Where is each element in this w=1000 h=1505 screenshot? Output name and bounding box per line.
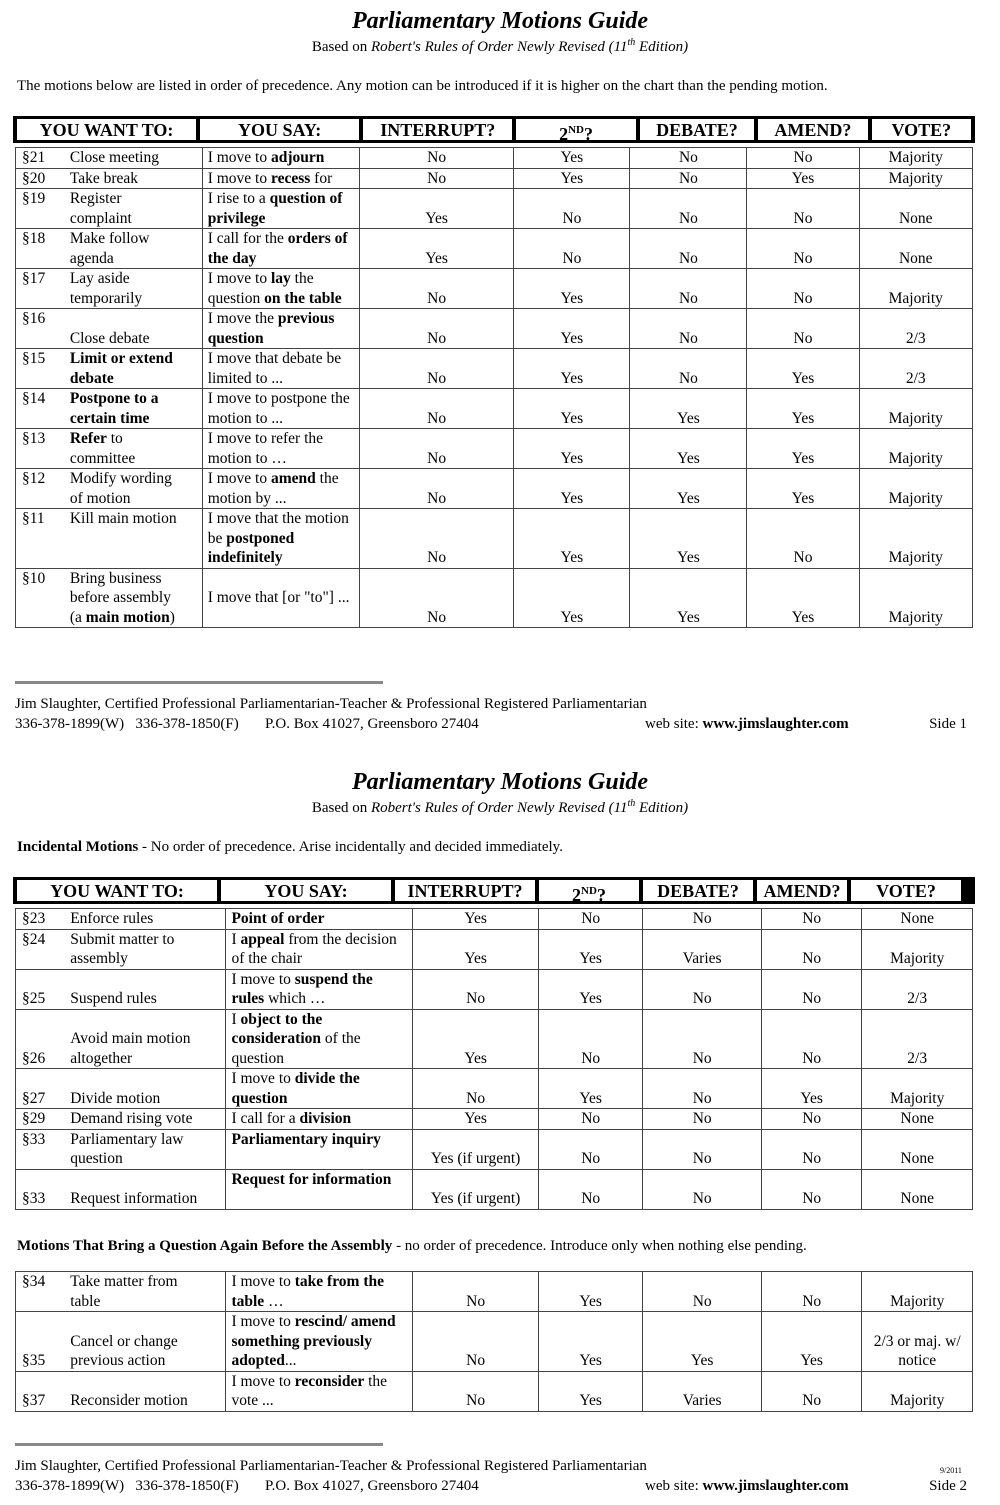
debate-cell: No: [643, 1069, 762, 1109]
table-row: [16, 349, 973, 389]
debate-cell: Yes: [643, 1312, 762, 1372]
amend-cell: No: [747, 269, 859, 309]
second-cell: No: [538, 1129, 642, 1169]
page-subtitle: [0, 34, 1000, 56]
interrupt-cell: Yes: [413, 929, 539, 969]
second-cell: Yes: [538, 1069, 642, 1109]
page-subtitle-2: Based on Robert's Rules of Order Newly Revised (11th Edition): [311, 798, 689, 816]
vote-cell: 2/3: [862, 1009, 973, 1069]
amend-cell: No: [747, 189, 859, 229]
header-you-want-to: YOU WANT TO:: [17, 119, 196, 140]
side-label-2: Side 2: [929, 1478, 967, 1494]
debate-cell: No: [643, 1272, 762, 1312]
debate-cell: No: [630, 229, 747, 269]
second-cell: Yes: [514, 568, 630, 628]
bring-back-heading: Motions That Bring a Question Again Before the Assembly - no order of precedence. Introduce only when nothing else pending.: [17, 1238, 807, 1254]
debate-cell: Varies: [643, 1371, 762, 1411]
table-row: [16, 909, 973, 930]
debate-cell: No: [630, 349, 747, 389]
interrupt-cell: Yes: [359, 189, 514, 229]
say-cell: I move to amend the motion by ...: [202, 469, 359, 509]
second-cell: Yes: [514, 509, 630, 569]
interrupt-cell: No: [413, 1069, 539, 1109]
want-cell: Avoid main motion altogether: [65, 1009, 226, 1069]
say-cell: I move that [or "to"] ...: [202, 568, 359, 628]
table-row: [16, 269, 973, 309]
say-cell: Request for information: [226, 1169, 413, 1209]
section-number: §20: [16, 168, 65, 189]
section-number: §13: [16, 429, 65, 469]
section-number: §23: [16, 909, 66, 930]
amend-cell: Yes: [747, 349, 859, 389]
table-row: [16, 168, 973, 189]
interrupt-cell: No: [413, 1312, 539, 1372]
vote-cell: None: [862, 1169, 973, 1209]
vote-cell: Majority: [859, 269, 972, 309]
amend-cell: No: [761, 1371, 861, 1411]
table-header-1: [13, 116, 975, 143]
footer-credit-2: Jim Slaughter, Certified Professional Parliamentarian-Teacher & Professional Registered Parliamentarian: [15, 1458, 647, 1474]
debate-cell: Yes: [630, 389, 747, 429]
subtitle-end: Edition): [635, 39, 689, 55]
amend-cell: No: [761, 1109, 861, 1130]
second-cell: Yes: [538, 1312, 642, 1372]
header-you-want-to: YOU WANT TO:: [17, 880, 217, 901]
footer-rule-2: [15, 1443, 383, 1446]
footer-web: web site: www.jimslaughter.com: [645, 716, 849, 732]
side-2: [0, 769, 1000, 817]
amend-cell: Yes: [747, 389, 859, 429]
table-row: [16, 1129, 973, 1169]
want-cell: Register complaint: [65, 189, 202, 229]
section-number: §34: [16, 1272, 66, 1312]
want-cell: Bring business before assembly (a main motion): [65, 568, 202, 628]
interrupt-cell: No: [359, 309, 514, 349]
table-row: [16, 969, 973, 1009]
second-cell: Yes: [538, 969, 642, 1009]
interrupt-cell: Yes (if urgent): [413, 1129, 539, 1169]
debate-cell: No: [643, 909, 762, 930]
debate-cell: Varies: [643, 929, 762, 969]
header-you-say: YOU SAY:: [221, 880, 391, 901]
say-cell: Point of order: [226, 909, 413, 930]
table-row: [16, 429, 973, 469]
amend-cell: No: [761, 909, 861, 930]
section-number: §14: [16, 389, 65, 429]
section-number: §17: [16, 269, 65, 309]
header-interrupt: INTERRUPT?: [395, 880, 535, 901]
amend-cell: No: [747, 229, 859, 269]
side-label: Side 1: [929, 716, 967, 732]
table-row: [16, 309, 973, 349]
want-cell: Submit matter to assembly: [65, 929, 226, 969]
amend-cell: No: [761, 1169, 861, 1209]
table-row: [16, 229, 973, 269]
interrupt-cell: No: [359, 269, 514, 309]
interrupt-cell: No: [359, 469, 514, 509]
table-row: [16, 1312, 973, 1372]
debate-cell: No: [643, 969, 762, 1009]
section-number: §15: [16, 349, 65, 389]
want-cell: Kill main motion: [65, 509, 202, 569]
table-row: [16, 389, 973, 429]
second-cell: No: [514, 229, 630, 269]
interrupt-cell: Yes: [413, 1109, 539, 1130]
footer-2: [15, 1456, 967, 1496]
say-cell: I move to recess for: [202, 168, 359, 189]
vote-cell: Majority: [859, 469, 972, 509]
page-title: Parliamentary Motions Guide: [351, 8, 649, 34]
header-you-say: YOU SAY:: [200, 119, 359, 140]
interrupt-cell: Yes: [413, 909, 539, 930]
want-cell: Lay aside temporarily: [65, 269, 202, 309]
website-link[interactable]: www.jimslaughter.com: [702, 716, 849, 732]
second-cell: Yes: [514, 429, 630, 469]
table-row: [16, 1272, 973, 1312]
interrupt-cell: No: [359, 568, 514, 628]
incidental-heading: Incidental Motions - No order of precedence. Arise incidentally and decided immediately.: [17, 839, 563, 855]
interrupt-cell: Yes (if urgent): [413, 1169, 539, 1209]
vote-cell: None: [859, 229, 972, 269]
table-row: [16, 1109, 973, 1130]
table-row: [16, 1371, 973, 1411]
say-cell: I move to take from the table …: [226, 1272, 413, 1312]
want-cell: Enforce rules: [65, 909, 226, 930]
table-row: [16, 1009, 973, 1069]
vote-cell: Majority: [862, 1069, 973, 1109]
want-cell: Postpone to a certain time: [65, 389, 202, 429]
precedence-table: [15, 147, 973, 628]
amend-cell: No: [747, 148, 859, 169]
table-row: [16, 148, 973, 169]
debate-cell: No: [643, 1109, 762, 1130]
section-number: §33: [16, 1129, 66, 1169]
second-cell: Yes: [514, 269, 630, 309]
header-second: 2ND?: [539, 880, 639, 901]
header-vote: VOTE?: [872, 119, 971, 140]
vote-cell: Majority: [859, 168, 972, 189]
section-number: §12: [16, 469, 65, 509]
section-number: §37: [16, 1371, 66, 1411]
want-cell: Suspend rules: [65, 969, 226, 1009]
amend-cell: Yes: [761, 1312, 861, 1372]
header-amend: AMEND?: [758, 119, 867, 140]
section-number: §10: [16, 568, 65, 628]
vote-cell: None: [862, 909, 973, 930]
header-second: 2ND?: [516, 119, 635, 140]
want-cell: Divide motion: [65, 1069, 226, 1109]
amend-cell: No: [761, 1272, 861, 1312]
want-cell: Limit or extend debate: [65, 349, 202, 389]
interrupt-cell: Yes: [359, 229, 514, 269]
amend-cell: No: [761, 1009, 861, 1069]
second-cell: No: [538, 1009, 642, 1069]
debate-cell: Yes: [630, 429, 747, 469]
vote-cell: None: [862, 1129, 973, 1169]
table-row: [16, 568, 973, 628]
header-debate: DEBATE?: [640, 119, 754, 140]
vote-cell: None: [862, 1109, 973, 1130]
debate-cell: Yes: [630, 568, 747, 628]
interrupt-cell: No: [359, 429, 514, 469]
want-cell: Close debate: [65, 309, 202, 349]
debate-cell: No: [630, 309, 747, 349]
header-interrupt: INTERRUPT?: [363, 119, 512, 140]
want-cell: Make follow agenda: [65, 229, 202, 269]
debate-cell: Yes: [630, 509, 747, 569]
section-number: §25: [16, 969, 66, 1009]
second-cell: Yes: [538, 1272, 642, 1312]
debate-cell: Yes: [630, 469, 747, 509]
header-debate: DEBATE?: [643, 880, 753, 901]
debate-cell: No: [630, 148, 747, 169]
second-cell: Yes: [538, 929, 642, 969]
interrupt-cell: No: [359, 349, 514, 389]
vote-cell: Majority: [862, 1371, 973, 1411]
debate-cell: No: [630, 189, 747, 229]
vote-cell: Majority: [862, 929, 973, 969]
section-number: §27: [16, 1069, 66, 1109]
want-cell: Take break: [65, 168, 202, 189]
debate-cell: No: [643, 1009, 762, 1069]
vote-cell: 2/3: [859, 309, 972, 349]
section-number: §26: [16, 1009, 66, 1069]
header-amend: AMEND?: [757, 880, 847, 901]
want-cell: Reconsider motion: [65, 1371, 226, 1411]
say-cell: I move to suspend the rules which …: [226, 969, 413, 1009]
want-cell: Modify wording of motion: [65, 469, 202, 509]
section-number: §18: [16, 229, 65, 269]
say-cell: I move to adjourn: [202, 148, 359, 169]
say-cell: I move to refer the motion to …: [202, 429, 359, 469]
debate-cell: No: [643, 1169, 762, 1209]
interrupt-cell: No: [359, 148, 514, 169]
section-number: §11: [16, 509, 65, 569]
vote-cell: 2/3: [859, 349, 972, 389]
intro-text: The motions below are listed in order of precedence. Any motion can be introduced if it is higher on the chart than the pending motion.: [17, 78, 828, 94]
say-cell: I object to the consideration of the question: [226, 1009, 413, 1069]
second-cell: Yes: [514, 309, 630, 349]
interrupt-cell: No: [413, 969, 539, 1009]
second-cell: Yes: [514, 148, 630, 169]
say-cell: I move that the motion be postponed indefinitely: [202, 509, 359, 569]
say-cell: I rise to a question of privilege: [202, 189, 359, 229]
section-number: §19: [16, 189, 65, 229]
want-cell: Close meeting: [65, 148, 202, 169]
say-cell: I call for the orders of the day: [202, 229, 359, 269]
say-cell: I move to reconsider the vote ...: [226, 1371, 413, 1411]
table-row: [16, 1169, 973, 1209]
vote-cell: 2/3 or maj. w/ notice: [862, 1312, 973, 1372]
debate-cell: No: [643, 1129, 762, 1169]
debate-cell: No: [630, 168, 747, 189]
interrupt-cell: No: [359, 509, 514, 569]
section-number: §21: [16, 148, 65, 169]
footer-contact-2: 336-378-1899(W) 336-378-1850(F) P.O. Box 41027, Greensboro 27404: [15, 1478, 479, 1494]
vote-cell: Majority: [859, 429, 972, 469]
table-row: [16, 189, 973, 229]
second-cell: No: [514, 189, 630, 229]
section-number: §24: [16, 929, 66, 969]
second-cell: No: [538, 1109, 642, 1130]
second-cell: Yes: [514, 389, 630, 429]
second-cell: No: [538, 1169, 642, 1209]
section-number: §35: [16, 1312, 66, 1372]
say-cell: I move to lay the question on the table: [202, 269, 359, 309]
bring-back-table: [15, 1271, 973, 1412]
subtitle-prefix: Based on: [311, 39, 371, 55]
subtitle-sup: th: [627, 37, 636, 48]
amend-cell: No: [761, 969, 861, 1009]
amend-cell: Yes: [747, 469, 859, 509]
vote-cell: Majority: [859, 389, 972, 429]
vote-cell: 2/3: [862, 969, 973, 1009]
header-vote: VOTE?: [851, 880, 961, 901]
table-row: [16, 469, 973, 509]
say-cell: I call for a division: [226, 1109, 413, 1130]
footer-contact: 336-378-1899(W) 336-378-1850(F) P.O. Box 41027, Greensboro 27404: [15, 716, 479, 732]
second-cell: Yes: [538, 1371, 642, 1411]
want-cell: Parliamentary law question: [65, 1129, 226, 1169]
say-cell: I appeal from the decision of the chair: [226, 929, 413, 969]
second-cell: Yes: [514, 168, 630, 189]
say-cell: I move to divide the question: [226, 1069, 413, 1109]
amend-cell: Yes: [761, 1069, 861, 1109]
say-cell: I move that debate be limited to ...: [202, 349, 359, 389]
vote-cell: Majority: [859, 509, 972, 569]
date-stamp: 9/2011: [940, 1466, 962, 1475]
say-cell: Parliamentary inquiry: [226, 1129, 413, 1169]
table-row: [16, 929, 973, 969]
want-cell: Cancel or change previous action: [65, 1312, 226, 1372]
table-row: [16, 1069, 973, 1109]
amend-cell: No: [761, 929, 861, 969]
footer-rule: [15, 681, 383, 684]
want-cell: Demand rising vote: [65, 1109, 226, 1130]
say-cell: I move to rescind/ amend something previously adopted...: [226, 1312, 413, 1372]
subtitle-book: Robert's Rules of Order Newly Revised (11: [370, 39, 628, 55]
debate-cell: No: [630, 269, 747, 309]
footer-credit: Jim Slaughter, Certified Professional Parliamentarian-Teacher & Professional Registered Parliamentarian: [15, 696, 647, 712]
footer-web-2: web site: www.jimslaughter.com: [645, 1478, 849, 1494]
say-cell: I move to postpone the motion to ...: [202, 389, 359, 429]
section-number: §29: [16, 1109, 66, 1130]
second-cell: No: [538, 909, 642, 930]
amend-cell: No: [747, 509, 859, 569]
page-title-2: Parliamentary Motions Guide: [351, 769, 649, 795]
table-row: [16, 509, 973, 569]
vote-cell: Majority: [859, 568, 972, 628]
amend-cell: No: [761, 1129, 861, 1169]
vote-cell: Majority: [859, 148, 972, 169]
incidental-table: [15, 908, 973, 1210]
interrupt-cell: No: [359, 389, 514, 429]
want-cell: Take matter from table: [65, 1272, 226, 1312]
second-cell: Yes: [514, 469, 630, 509]
vote-cell: None: [859, 189, 972, 229]
vote-cell: Majority: [862, 1272, 973, 1312]
footer-1: [15, 694, 967, 734]
second-cell: Yes: [514, 349, 630, 389]
table-header-2: [13, 877, 975, 904]
say-cell: I move the previous question: [202, 309, 359, 349]
amend-cell: Yes: [747, 429, 859, 469]
want-cell: Refer to committee: [65, 429, 202, 469]
side-1: [0, 8, 1000, 56]
amend-cell: No: [747, 309, 859, 349]
section-number: §16: [16, 309, 65, 349]
want-cell: Request information: [65, 1169, 226, 1209]
section-number: §33: [16, 1169, 66, 1209]
interrupt-cell: Yes: [413, 1009, 539, 1069]
website-link-2[interactable]: www.jimslaughter.com: [702, 1478, 849, 1494]
interrupt-cell: No: [359, 168, 514, 189]
interrupt-cell: No: [413, 1371, 539, 1411]
amend-cell: Yes: [747, 568, 859, 628]
amend-cell: Yes: [747, 168, 859, 189]
interrupt-cell: No: [413, 1272, 539, 1312]
